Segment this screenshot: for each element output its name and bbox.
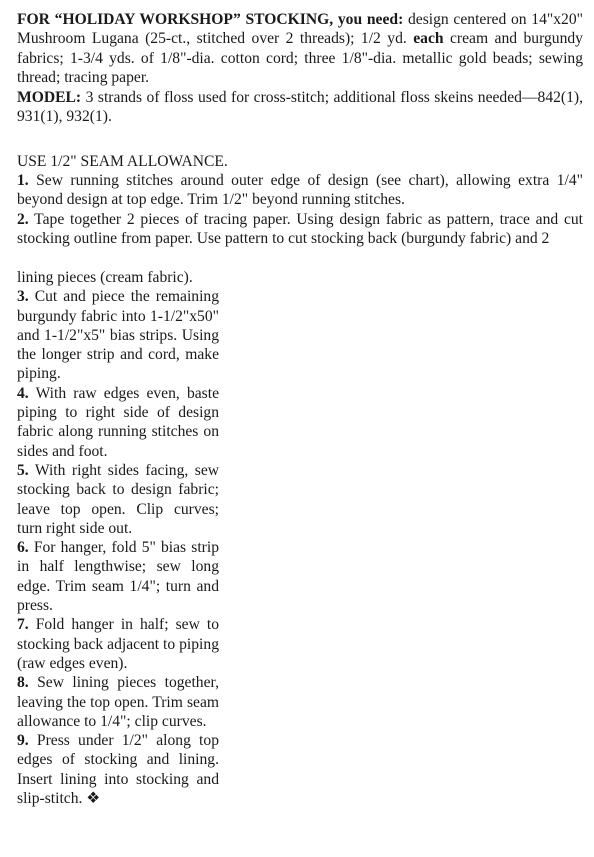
step-6-number: 6. — [17, 539, 29, 557]
steps-narrow-block — [17, 268, 219, 808]
step-4-text: With raw edges even, baste piping to right side of design fabric along running stitches on sides and foot. — [17, 384, 219, 460]
step-8-text: Sew lining pieces together, leaving the top open. Trim seam allowance to 1/4"; clip curves. — [17, 674, 219, 730]
materials-text-2: cream and burgundy fabrics; 1-3/4 yds. of 1/8"-dia. cotton cord; three 1/8"-dia. metallic gold beads; sewing thread; tracing paper. — [17, 30, 583, 86]
step-4 — [17, 384, 219, 461]
step-7-number: 7. — [17, 616, 29, 634]
step-9-text: Press under 1/2" along top edges of stocking and lining. Insert lining into stocking and slip-stitch. ❖ — [17, 732, 219, 808]
step-9 — [17, 731, 219, 808]
step-5-text: With right sides facing, sew stocking back to design fabric; leave top open. Clip curves; turn right side out. — [17, 461, 219, 537]
step-7 — [17, 615, 219, 673]
step-3-number: 3. — [17, 288, 29, 306]
model-lead: MODEL: — [17, 89, 82, 106]
step-4-number: 4. — [17, 384, 29, 402]
step-6-text: For hanger, fold 5" bias strip in half lengthwise; sew long edge. Trim seam 1/4"; turn and press. — [17, 539, 219, 615]
step-1 — [17, 171, 583, 210]
materials-each: each — [413, 30, 444, 48]
step-5-number: 5. — [17, 461, 29, 479]
step-6 — [17, 538, 219, 615]
seam-allowance-heading: USE 1/2" SEAM ALLOWANCE. — [17, 153, 228, 170]
step-8-number: 8. — [17, 674, 29, 692]
step-3 — [17, 287, 219, 383]
materials-paragraph — [17, 10, 583, 87]
step-9-number: 9. — [17, 732, 29, 750]
model-paragraph — [17, 88, 583, 127]
step-5 — [17, 461, 219, 538]
model-text: 3 strands of floss used for cross-stitch; additional floss skeins needed—842(1), 931(1), 932(1). — [17, 89, 583, 126]
step-2-continued-text: lining pieces (cream fabric). — [17, 269, 193, 286]
step-7-text: Fold hanger in half; sew to stocking back adjacent to piping (raw edges even). — [17, 616, 219, 672]
materials-text-1: design centered on 14"x20" Mushroom Lugana (25-ct., stitched over 2 threads); 1/2 yd. — [17, 11, 584, 48]
step-2 — [17, 210, 583, 249]
step-2-number: 2. — [17, 210, 29, 228]
materials-lead: FOR “HOLIDAY WORKSHOP” STOCKING, you need: — [17, 11, 404, 28]
step-8 — [17, 673, 219, 731]
step-1-text: Sew running stitches around outer edge of design (see chart), allowing extra 1/4" beyond design at top edge. Trim 1/2" beyond running stitches. — [17, 172, 583, 209]
step-1-number: 1. — [17, 172, 29, 189]
step-2-continued — [17, 268, 219, 287]
step-2-text: Tape together 2 pieces of tracing paper. Using design fabric as pattern, trace and cut stocking outline from paper. Use pattern to cut stocking back (burgundy fabric) and 2 — [17, 210, 583, 247]
step-3-text: Cut and piece the remaining burgundy fabric into 1-1/2"x50" and 1-1/2"x5" bias strips. Using the longer strip and cord, make piping. — [17, 288, 219, 383]
steps-wide-block — [17, 171, 583, 248]
